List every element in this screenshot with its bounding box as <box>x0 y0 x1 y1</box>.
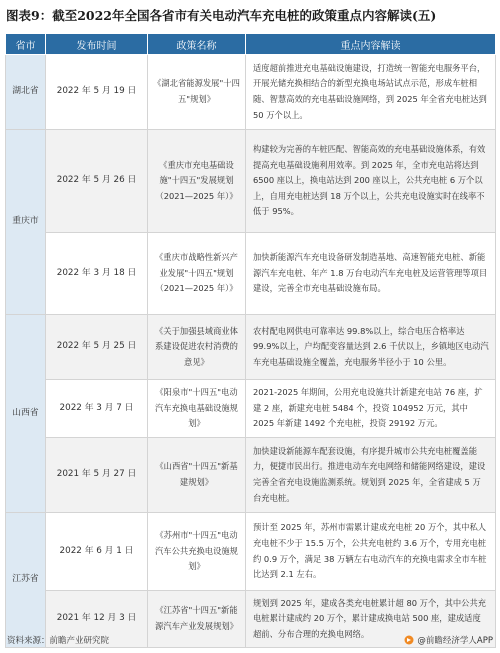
date-cell: 2021 年 12 月 3 日 <box>46 591 148 648</box>
date-cell: 2021 年 5 月 27 日 <box>46 438 148 513</box>
header-policy: 政策名称 <box>148 34 246 55</box>
content-cell: 农村配电网供电可靠率达 99.8%以上，综合电压合格率达 99.9%以上，户均配变容量达到 2.6 千伏以上，乡镇地区电动汽车充电基础设施全覆盖，充电服务半径小于 10 公里。 <box>246 315 496 380</box>
table-row <box>6 438 496 513</box>
policy-cell: 《湖北省能源发展"十四五"规划》 <box>148 55 246 130</box>
policy-cell: 《阳泉市"十四五"电动汽车充换电基础设施规划》 <box>148 380 246 438</box>
date-cell: 2022 年 6 月 1 日 <box>46 513 148 591</box>
policy-cell: 《江苏省"十四五"新能源汽车产业发展规划》 <box>148 591 246 648</box>
table-row <box>6 130 496 233</box>
province-cell: 山西省 <box>6 315 46 513</box>
header-date: 发布时间 <box>46 34 148 55</box>
policy-cell: 《重庆市充电基础设施"十四五"发展规划（2021—2025 年）》 <box>148 130 246 233</box>
date-cell: 2022 年 5 月 19 日 <box>46 55 148 130</box>
table-row <box>6 233 496 315</box>
content-cell: 加快建设新能源车配套设施，有序提升城市公共充电桩覆盖能力，便捷市民出行。推进电动车充电网络和储能网络建设，建设完善全省充电设施监测系统。规划到 2025 年，全省建成 5 万台充电桩。 <box>246 438 496 513</box>
date-cell: 2022 年 5 月 25 日 <box>46 315 148 380</box>
date-cell: 2022 年 5 月 26 日 <box>46 130 148 233</box>
content-cell: 适度超前推进充电基础设施建设，打造统一智能充电服务平台，开展光储充换相结合的新型充换电场站试点示范，形成车桩相随、智慧高效的充电基础设施网络，到 2025 年全省充电桩达到 50 万个以上。 <box>246 55 496 130</box>
policy-cell: 《关于加强县域商业体系建设促进农村消费的意见》 <box>148 315 246 380</box>
content-cell: 规划到 2025 年，建成各类充电桩累计超 80 万个，其中公共充电桩累计建成约 20 万个，累计建成换电站 500 座，建成适度超前、分布合理的充换电网络。 <box>246 591 496 648</box>
footer <box>5 634 495 648</box>
policy-cell: 《山西省"十四五"新基建规划》 <box>148 438 246 513</box>
chart-title: 图表9：截至2022年全国各省市有关电动汽车充电桩的政策重点内容解读(五) <box>6 8 437 23</box>
table-row <box>6 513 496 591</box>
province-cell: 江苏省 <box>6 513 46 648</box>
date-cell: 2022 年 3 月 18 日 <box>46 233 148 315</box>
province-cell: 湖北省 <box>6 55 46 130</box>
table-row <box>6 315 496 380</box>
date-cell: 2022 年 3 月 7 日 <box>46 380 148 438</box>
brand-text: @前瞻经济学人APP <box>417 636 493 646</box>
content-cell: 加快新能源汽车充电设备研发制造基地、高速智能充电桩、新能源汽车充电桩、年产 1.8 万台电动汽车充电桩及运营管理等项目建设，完善全市充电基础设施布局。 <box>246 233 496 315</box>
table-row <box>6 55 496 130</box>
policy-cell: 《重庆市战略性新兴产业发展"十四五"规划（2021—2025 年）》 <box>148 233 246 315</box>
table-row <box>6 380 496 438</box>
source-note: 资料来源：前瞻产业研究院 <box>7 636 110 646</box>
content-cell: 2021-2025 年期间，公用充电设施共计新建充电站 76 座，扩建 2 座，新建充电桩 5484 个，投资 104952 万元，其中 2025 年新建 1492 个充电桩，投资 29192 万元。 <box>246 380 496 438</box>
qianzhan-logo-icon <box>404 635 414 645</box>
province-cell: 重庆市 <box>6 130 46 315</box>
table-header-row <box>6 34 496 55</box>
header-content: 重点内容解读 <box>246 34 496 55</box>
brand-credit <box>404 634 493 646</box>
policy-cell: 《苏州市"十四五"电动汽车公共充换电设施规划》 <box>148 513 246 591</box>
content-cell: 构建较为完善的车桩匹配、智能高效的充电基础设施体系，有效提高充电基础设施利用效率。到 2025 年，全市充电站将达到 6500 座以上，换电站达到 200 座以上，公共充电桩 6 万个以上，自用充电桩达到 18 万个以上，公共充电设施实时在线率不低于 95%。 <box>246 130 496 233</box>
content-cell: 预计至 2025 年，苏州市需累计建成充电桩 20 万个，其中私人充电桩不少于 15.5 万个，公共充电桩约 3.6 万个，专用充电桩约 0.9 万个，满足 38 万辆左右电动汽车的充换电需求全市车桩比达到 2.1 左右。 <box>246 513 496 591</box>
policy-table <box>5 33 496 648</box>
header-province: 省市 <box>6 34 46 55</box>
